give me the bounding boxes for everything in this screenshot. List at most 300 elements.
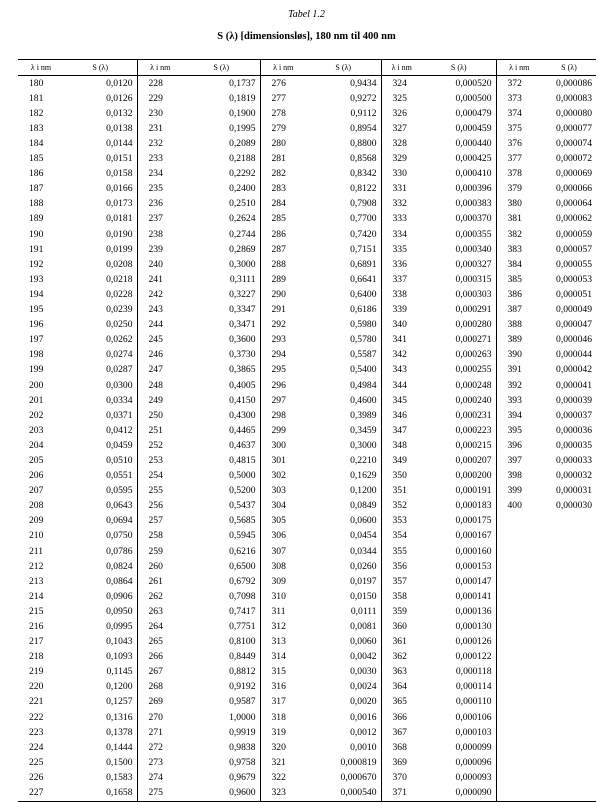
- table-row: [18, 755, 596, 770]
- table-row: [18, 106, 596, 121]
- wavelength-cell: 321: [271, 756, 286, 768]
- table-row: [18, 197, 596, 212]
- s-value-cell: [542, 529, 596, 544]
- s-value-cell: 0,3347: [183, 303, 260, 318]
- wavelength-cell: 385: [507, 273, 522, 285]
- wavelength-cell: 202: [29, 409, 44, 421]
- wavelength-cell: 372: [507, 77, 522, 89]
- s-value-cell: 0,000049: [556, 304, 592, 316]
- s-value-cell: 0,3459: [306, 423, 381, 438]
- wavelength-cell: 278: [271, 107, 286, 119]
- wavelength-cell: 373: [507, 92, 522, 104]
- table-row: [18, 574, 596, 589]
- wavelength-cell: 235: [148, 183, 163, 195]
- s-value-cell: 0,0595: [64, 484, 137, 499]
- wavelength-cell: 397: [507, 454, 522, 466]
- table-row: [18, 393, 596, 408]
- s-value-cell: 0,4815: [183, 453, 260, 468]
- wavelength-cell: 222: [29, 711, 44, 723]
- s-value-cell: 0,2089: [183, 136, 260, 151]
- wavelength-cell: [496, 786, 542, 802]
- column-header-s-value: S (λ): [183, 60, 260, 76]
- wavelength-cell: [496, 680, 542, 695]
- wavelength-cell: 240: [148, 258, 163, 270]
- wavelength-cell: 256: [148, 500, 163, 512]
- s-value-cell: 0,0334: [64, 393, 137, 408]
- s-value-cell: [542, 740, 596, 755]
- wavelength-cell: [496, 635, 542, 650]
- s-value-cell: 0,1043: [64, 635, 137, 650]
- s-value-cell: 0,000315: [422, 272, 496, 287]
- wavelength-cell: 266: [148, 651, 163, 663]
- wavelength-cell: 180: [29, 77, 44, 89]
- s-value-cell: 0,0864: [64, 574, 137, 589]
- s-value-cell: 0,000035: [556, 439, 592, 451]
- s-value-cell: 0,000248: [422, 378, 496, 393]
- s-value-cell: 0,000069: [556, 168, 592, 180]
- wavelength-cell: 281: [271, 153, 286, 165]
- table-row: [18, 529, 596, 544]
- wavelength-cell: 223: [29, 726, 44, 738]
- s-value-cell: 0,1444: [64, 740, 137, 755]
- s-value-cell: 0,0906: [64, 589, 137, 604]
- s-value-cell: 0,000160: [422, 544, 496, 559]
- s-value-cell: 0,0643: [64, 499, 137, 514]
- wavelength-cell: 225: [29, 756, 44, 768]
- table-body: [18, 76, 596, 802]
- wavelength-cell: 306: [271, 530, 286, 542]
- wavelength-cell: 268: [148, 681, 163, 693]
- s-value-cell: 0,0239: [64, 303, 137, 318]
- wavelength-cell: 273: [148, 756, 163, 768]
- wavelength-cell: 245: [148, 334, 163, 346]
- wavelength-cell: 310: [271, 590, 286, 602]
- wavelength-cell: 309: [271, 575, 286, 587]
- wavelength-cell: 346: [392, 409, 407, 421]
- wavelength-cell: 291: [271, 304, 286, 316]
- table-row: [18, 453, 596, 468]
- wavelength-cell: 303: [271, 485, 286, 497]
- wavelength-cell: 229: [148, 92, 163, 104]
- s-value-cell: 0,000074: [556, 138, 592, 150]
- wavelength-cell: 212: [29, 560, 44, 572]
- wavelength-cell: 359: [392, 605, 407, 617]
- s-value-cell: 0,5685: [183, 514, 260, 529]
- wavelength-cell: 396: [507, 439, 522, 451]
- s-value-cell: 0,8812: [183, 665, 260, 680]
- wavelength-cell: 325: [392, 92, 407, 104]
- s-value-cell: 0,000370: [422, 212, 496, 227]
- s-value-cell: 0,000183: [422, 499, 496, 514]
- wavelength-cell: 286: [271, 228, 286, 240]
- s-value-cell: 0,3000: [306, 438, 381, 453]
- wavelength-cell: 217: [29, 636, 44, 648]
- wavelength-cell: 182: [29, 107, 44, 119]
- s-value-cell: [542, 604, 596, 619]
- s-value-cell: 0,0158: [64, 167, 137, 182]
- s-value-cell: 0,000167: [422, 529, 496, 544]
- wavelength-cell: 379: [507, 183, 522, 195]
- s-value-cell: 0,7751: [183, 619, 260, 634]
- s-value-cell: 0,000062: [556, 213, 592, 225]
- wavelength-cell: 216: [29, 621, 44, 633]
- wavelength-cell: 348: [392, 439, 407, 451]
- wavelength-cell: 293: [271, 334, 286, 346]
- s-value-cell: 0,4600: [306, 393, 381, 408]
- wavelength-cell: 361: [392, 636, 407, 648]
- wavelength-cell: 207: [29, 485, 44, 497]
- wavelength-cell: 333: [392, 213, 407, 225]
- s-value-cell: 0,1316: [64, 710, 137, 725]
- s-value-cell: 0,000072: [556, 153, 592, 165]
- wavelength-cell: 237: [148, 213, 163, 225]
- s-value-cell: 0,0786: [64, 544, 137, 559]
- wavelength-cell: 337: [392, 273, 407, 285]
- wavelength-cell: 358: [392, 590, 407, 602]
- table-row: [18, 650, 596, 665]
- wavelength-cell: 341: [392, 334, 407, 346]
- s-value-cell: 0,0166: [64, 182, 137, 197]
- column-header-s-value: S (λ): [64, 60, 137, 76]
- s-value-cell: 0,0024: [306, 680, 381, 695]
- s-value-cell: 0,0208: [64, 257, 137, 272]
- s-value-cell: 0,0950: [64, 604, 137, 619]
- wavelength-cell: 294: [271, 349, 286, 361]
- s-value-cell: 0,8568: [306, 152, 381, 167]
- s-value-cell: 0,9434: [306, 76, 381, 92]
- wavelength-cell: 254: [148, 470, 163, 482]
- s-value-cell: 0,1583: [64, 770, 137, 785]
- s-value-cell: [542, 635, 596, 650]
- s-value-cell: 0,3227: [183, 287, 260, 302]
- s-value-cell: 0,000032: [556, 470, 592, 482]
- s-value-cell: 0,1737: [183, 76, 260, 92]
- s-value-cell: 0,0750: [64, 529, 137, 544]
- wavelength-cell: 318: [271, 711, 286, 723]
- wavelength-cell: 400: [507, 500, 522, 512]
- s-value-cell: 0,1145: [64, 665, 137, 680]
- wavelength-cell: 377: [507, 153, 522, 165]
- wavelength-cell: 290: [271, 288, 286, 300]
- wavelength-cell: [496, 574, 542, 589]
- wavelength-cell: 382: [507, 228, 522, 240]
- s-value-cell: 0,1093: [64, 650, 137, 665]
- s-value-cell: 0,5945: [183, 529, 260, 544]
- s-value-cell: 0,9679: [183, 770, 260, 785]
- wavelength-cell: 387: [507, 304, 522, 316]
- s-value-cell: [542, 574, 596, 589]
- table-row: [18, 544, 596, 559]
- column-header-s-value: S (λ): [306, 60, 381, 76]
- wavelength-cell: 336: [392, 258, 407, 270]
- s-value-cell: 0,5980: [306, 318, 381, 333]
- table-row: [18, 695, 596, 710]
- table-row: [18, 680, 596, 695]
- s-value-cell: 0,3111: [183, 272, 260, 287]
- s-value-cell: 0,9192: [183, 680, 260, 695]
- table-row: [18, 710, 596, 725]
- s-value-cell: 0,000114: [422, 680, 496, 695]
- s-value-cell: 0,0600: [306, 514, 381, 529]
- wavelength-cell: 323: [260, 786, 306, 802]
- s-value-cell: 0,2510: [183, 197, 260, 212]
- table-row: [18, 257, 596, 272]
- wavelength-cell: 275: [137, 786, 183, 802]
- wavelength-cell: 231: [148, 122, 163, 134]
- s-value-cell: 0,0412: [64, 423, 137, 438]
- s-value-cell: 0,000080: [556, 107, 592, 119]
- wavelength-cell: 280: [271, 138, 286, 150]
- wavelength-cell: 327: [392, 122, 407, 134]
- wavelength-cell: 236: [148, 198, 163, 210]
- s-value-cell: 1,0000: [183, 710, 260, 725]
- s-value-cell: 0,000340: [422, 242, 496, 257]
- wavelength-cell: 246: [148, 349, 163, 361]
- wavelength-cell: 392: [507, 379, 522, 391]
- s-value-cell: 0,000046: [556, 334, 592, 346]
- s-value-cell: 0,000175: [422, 514, 496, 529]
- wavelength-cell: 335: [392, 243, 407, 255]
- table-row: [18, 121, 596, 136]
- wavelength-cell: 295: [271, 364, 286, 376]
- s-value-cell: 0,4984: [306, 378, 381, 393]
- s-value-cell: 0,000255: [422, 363, 496, 378]
- s-value-cell: 0,000041: [556, 379, 592, 391]
- wavelength-cell: 301: [271, 454, 286, 466]
- s-value-cell: [542, 650, 596, 665]
- s-value-cell: [542, 680, 596, 695]
- wavelength-cell: 367: [392, 726, 407, 738]
- column-header-wavelength: λ i nm: [18, 60, 64, 76]
- table-row: [18, 333, 596, 348]
- s-value-cell: 0,0081: [306, 619, 381, 634]
- s-value-cell: 0,000153: [422, 559, 496, 574]
- table-row: [18, 604, 596, 619]
- wavelength-cell: [496, 665, 542, 680]
- column-header-wavelength: λ i nm: [381, 60, 422, 76]
- s-value-cell: 0,000031: [556, 485, 592, 497]
- table-row: [18, 318, 596, 333]
- s-value-cell: 0,0042: [306, 650, 381, 665]
- s-value-cell: 0,000064: [556, 198, 592, 210]
- wavelength-cell: [496, 529, 542, 544]
- s-value-cell: 0,000047: [556, 319, 592, 331]
- wavelength-cell: 342: [392, 349, 407, 361]
- s-value-cell: 0,000136: [422, 604, 496, 619]
- wavelength-cell: 203: [29, 424, 44, 436]
- table-row: [18, 725, 596, 740]
- s-value-cell: 0,000083: [556, 92, 592, 104]
- s-value-cell: 0,000207: [422, 453, 496, 468]
- wavelength-cell: 332: [392, 198, 407, 210]
- s-value-cell: 0,000059: [556, 228, 592, 240]
- wavelength-cell: 365: [392, 696, 407, 708]
- s-value-cell: 0,000099: [422, 740, 496, 755]
- wavelength-cell: 305: [271, 515, 286, 527]
- s-value-cell: [542, 710, 596, 725]
- wavelength-cell: 208: [29, 500, 44, 512]
- s-value-cell: 0,0132: [64, 106, 137, 121]
- s-value-cell: 0,000410: [422, 167, 496, 182]
- wavelength-cell: 195: [29, 304, 44, 316]
- s-value-cell: 0,1200: [306, 484, 381, 499]
- s-value-cell: 0,0228: [64, 287, 137, 302]
- table-row: [18, 378, 596, 393]
- s-value-cell: 0,000110: [422, 695, 496, 710]
- s-value-cell: 0,5200: [183, 484, 260, 499]
- s-value-cell: 0,0454: [306, 529, 381, 544]
- s-value-cell: [542, 665, 596, 680]
- s-value-cell: 0,1200: [64, 680, 137, 695]
- wavelength-cell: 370: [392, 771, 407, 783]
- wavelength-cell: 356: [392, 560, 407, 572]
- wavelength-cell: 394: [507, 409, 522, 421]
- wavelength-cell: 289: [271, 273, 286, 285]
- wavelength-cell: 232: [148, 138, 163, 150]
- wavelength-cell: 314: [271, 651, 286, 663]
- s-value-cell: 0,000540: [306, 786, 381, 802]
- wavelength-cell: 262: [148, 590, 163, 602]
- wavelength-cell: 211: [29, 545, 44, 557]
- s-value-cell: 0,9758: [183, 755, 260, 770]
- s-value-cell: 0,1900: [183, 106, 260, 121]
- wavelength-cell: 287: [271, 243, 286, 255]
- wavelength-cell: 349: [392, 454, 407, 466]
- table-row: [18, 182, 596, 197]
- s-value-cell: 0,000240: [422, 393, 496, 408]
- table-row: [18, 272, 596, 287]
- wavelength-cell: 267: [148, 666, 163, 678]
- s-value-cell: 0,0287: [64, 363, 137, 378]
- wavelength-cell: 277: [271, 92, 286, 104]
- table-row: [18, 589, 596, 604]
- s-value-cell: 0,6500: [183, 559, 260, 574]
- s-value-cell: 0,0144: [64, 136, 137, 151]
- wavelength-cell: 302: [271, 470, 286, 482]
- wavelength-cell: 375: [507, 122, 522, 134]
- wavelength-cell: 299: [271, 424, 286, 436]
- s-value-cell: 0,000223: [422, 423, 496, 438]
- s-value-cell: 0,0262: [64, 333, 137, 348]
- wavelength-cell: 260: [148, 560, 163, 572]
- s-value-cell: [542, 770, 596, 785]
- s-value-cell: 0,9838: [183, 740, 260, 755]
- table-caption: Tabel 1.2: [288, 9, 325, 20]
- wavelength-cell: 398: [507, 470, 522, 482]
- s-value-cell: 0,000122: [422, 650, 496, 665]
- s-value-cell: 0,2624: [183, 212, 260, 227]
- s-value-cell: 0,0510: [64, 453, 137, 468]
- s-value-cell: 0,5400: [306, 363, 381, 378]
- s-value-cell: 0,3471: [183, 318, 260, 333]
- s-value-cell: 0,1629: [306, 469, 381, 484]
- s-value-cell: 0,0150: [306, 589, 381, 604]
- column-header-wavelength: λ i nm: [496, 60, 542, 76]
- wavelength-cell: 188: [29, 198, 44, 210]
- wavelength-cell: 391: [507, 364, 522, 376]
- wavelength-cell: 191: [29, 243, 44, 255]
- s-value-cell: 0,000055: [556, 258, 592, 270]
- s-value-cell: 0,3865: [183, 363, 260, 378]
- wavelength-cell: 234: [148, 168, 163, 180]
- wavelength-cell: 210: [29, 530, 44, 542]
- s-value-cell: [542, 695, 596, 710]
- table-row: [18, 152, 596, 167]
- wavelength-cell: 279: [271, 122, 286, 134]
- wavelength-cell: 328: [392, 138, 407, 150]
- wavelength-cell: [496, 559, 542, 574]
- wavelength-cell: 284: [271, 198, 286, 210]
- wavelength-cell: 244: [148, 319, 163, 331]
- s-value-cell: 0,0995: [64, 619, 137, 634]
- wavelength-cell: 219: [29, 666, 44, 678]
- wavelength-cell: 354: [392, 530, 407, 542]
- s-value-cell: 0,000103: [422, 725, 496, 740]
- wavelength-cell: 242: [148, 288, 163, 300]
- s-value-cell: 0,9600: [183, 786, 260, 802]
- s-value-cell: 0,6216: [183, 544, 260, 559]
- s-value-cell: 0,000051: [556, 288, 592, 300]
- s-value-cell: 0,6792: [183, 574, 260, 589]
- s-value-cell: 0,6186: [306, 303, 381, 318]
- s-value-cell: 0,2188: [183, 152, 260, 167]
- wavelength-cell: 300: [271, 439, 286, 451]
- wavelength-cell: 192: [29, 258, 44, 270]
- s-value-cell: 0,000291: [422, 303, 496, 318]
- wavelength-cell: 206: [29, 470, 44, 482]
- s-value-cell: 0,1995: [183, 121, 260, 136]
- s-value-cell: 0,000036: [556, 424, 592, 436]
- wavelength-cell: 326: [392, 107, 407, 119]
- wavelength-cell: 276: [271, 77, 286, 89]
- s-value-cell: 0,000039: [556, 394, 592, 406]
- s-value-cell: 0,5000: [183, 469, 260, 484]
- wavelength-cell: 366: [392, 711, 407, 723]
- wavelength-cell: 355: [392, 545, 407, 557]
- s-value-cell: 0,2744: [183, 227, 260, 242]
- wavelength-cell: 230: [148, 107, 163, 119]
- s-value-cell: 0,000355: [422, 227, 496, 242]
- s-value-cell: 0,000819: [306, 755, 381, 770]
- wavelength-cell: 264: [148, 621, 163, 633]
- wavelength-cell: 194: [29, 288, 44, 300]
- wavelength-cell: 198: [29, 349, 44, 361]
- s-value-cell: 0,0016: [306, 710, 381, 725]
- s-value-cell: 0,000037: [556, 409, 592, 421]
- wavelength-cell: 283: [271, 183, 286, 195]
- s-value-cell: 0,000042: [556, 364, 592, 376]
- table-row: [18, 91, 596, 106]
- wavelength-cell: 197: [29, 334, 44, 346]
- wavelength-cell: 218: [29, 651, 44, 663]
- s-value-cell: 0,000231: [422, 408, 496, 423]
- table-row: [18, 469, 596, 484]
- wavelength-cell: 312: [271, 621, 286, 633]
- wavelength-cell: 320: [271, 741, 286, 753]
- wavelength-cell: 185: [29, 153, 44, 165]
- wavelength-cell: 288: [271, 258, 286, 270]
- wavelength-cell: 274: [148, 771, 163, 783]
- s-value-cell: 0,000096: [422, 755, 496, 770]
- wavelength-cell: 204: [29, 439, 44, 451]
- column-header-s-value: S (λ): [422, 60, 496, 76]
- wavelength-cell: 272: [148, 741, 163, 753]
- wavelength-cell: 184: [29, 138, 44, 150]
- table-row: [18, 484, 596, 499]
- wavelength-cell: [496, 770, 542, 785]
- wavelength-cell: 395: [507, 424, 522, 436]
- table-row: [18, 348, 596, 363]
